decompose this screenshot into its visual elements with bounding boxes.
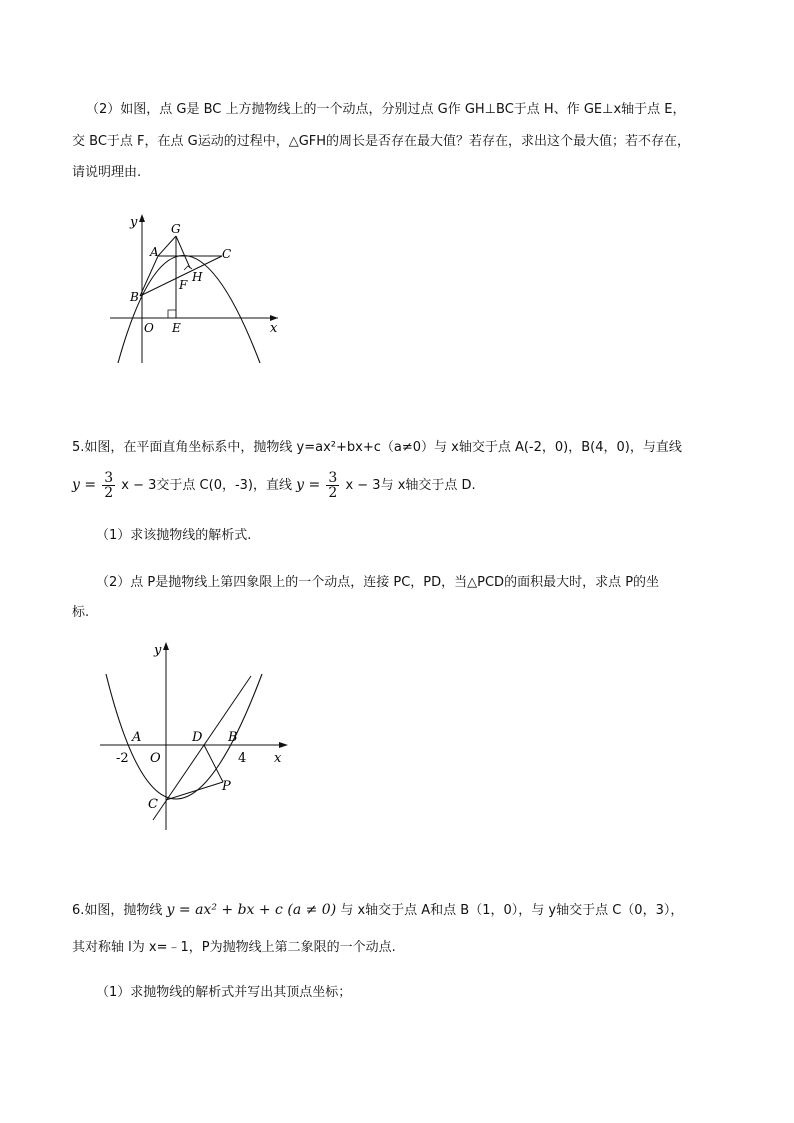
- fig1-label-b: B: [130, 290, 139, 304]
- p5-frac-1: $\frac{3}{2}$: [104, 470, 114, 501]
- fig1-label-g: G: [171, 222, 181, 236]
- p6-line2: 其对称轴 l为 x=﹣1，P为抛物线上第二象限的一个动点.: [72, 940, 396, 955]
- fig1-label-f: F: [179, 278, 188, 292]
- p6-line1-end: 与 x轴交于点 A和点 B（1，0），与 y轴交于点 C（0，3），: [340, 903, 684, 918]
- fig1-label-a: A: [150, 245, 159, 259]
- fig2-label-d: D: [192, 730, 203, 745]
- fig2-label-p: P: [222, 779, 231, 794]
- fig2-label-x: x: [274, 751, 282, 766]
- p5-line1: 5.如图，在平面直角坐标系中，抛物线 y=ax²+bx+c（a≠0）与 x轴交于点 A(-2，0)，B(4，0)，与直线: [72, 440, 682, 455]
- p4-q2-line2: 交 BC于点 F，在点 G运动的过程中，△GFH的周长是否存在最大值？若存在，求出这个最大值；若不存在，: [72, 134, 691, 149]
- fig1-label-y: y: [130, 215, 138, 230]
- p5-eq2-lhs: y =: [296, 477, 321, 493]
- p5-line2-text: x − 3交于点 C(0，-3)，直线: [121, 478, 293, 493]
- p4-q2-line1: （2）如图，点 G是 BC 上方抛物线上的一个动点，分别过点 G作 GH⊥BC于点 H、作 GE⊥x轴于点 E，: [86, 102, 686, 117]
- p6-line1-start: 6.如图，抛物线: [72, 903, 163, 918]
- fig1-label-h: H: [192, 270, 203, 284]
- p5-q2-line2: 标.: [72, 605, 90, 620]
- fig1-label-o: O: [144, 321, 154, 335]
- figure-2-parabola-pcd: [96, 638, 296, 838]
- fig2-label-minus2: -2: [116, 751, 129, 766]
- fig2-label-4: 4: [238, 751, 247, 766]
- fig2-label-o: O: [150, 751, 161, 766]
- fig1-label-e: E: [172, 321, 181, 335]
- p6-equation: y = ax² + bx + c (a ≠ 0): [166, 902, 337, 918]
- p5-q2-line1: （2）点 P是抛物线上第四象限上的一个动点，连接 PC，PD，当△PCD的面积最大时，求点 P的坐: [96, 575, 660, 590]
- fig2-label-a: A: [132, 730, 142, 745]
- p6-q1: （1）求抛物线的解析式并写出其顶点坐标；: [96, 985, 352, 1000]
- fig2-label-y: y: [154, 643, 162, 658]
- p5-frac-2: $\frac{3}{2}$: [328, 470, 338, 501]
- fig1-label-x: x: [270, 321, 278, 336]
- fig2-label-b: B: [228, 730, 238, 745]
- fig2-label-c: C: [148, 797, 158, 812]
- figure-1-parabola-gfh: [110, 208, 290, 368]
- p5-line2-end: x − 3与 x轴交于点 D.: [345, 478, 476, 493]
- p5-q1: （1）求该抛物线的解析式.: [96, 528, 252, 543]
- p4-q2-line3: 请说明理由.: [72, 165, 142, 180]
- p5-eq1-lhs: y =: [72, 477, 97, 493]
- p5-line2: [72, 468, 476, 503]
- fig1-label-c: C: [222, 247, 232, 261]
- p6-line1: [72, 900, 683, 921]
